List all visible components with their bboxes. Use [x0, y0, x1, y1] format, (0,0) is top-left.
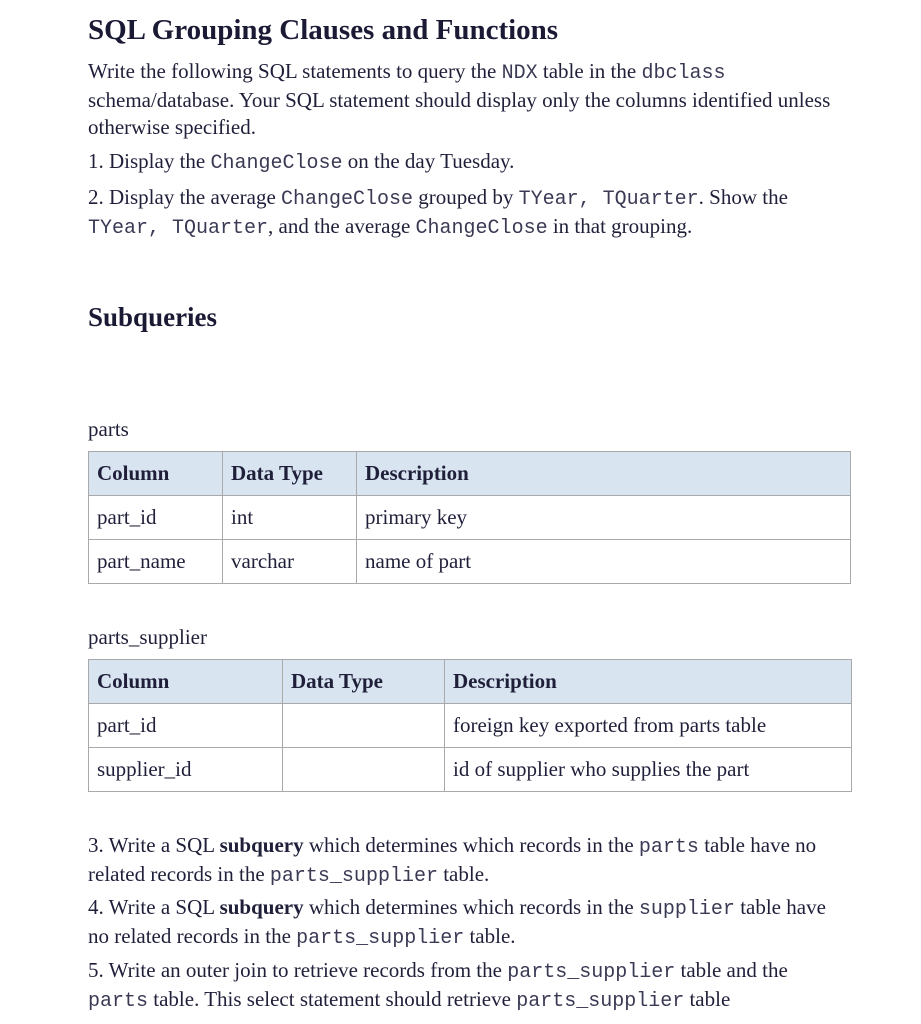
question-text: table and the: [675, 958, 788, 982]
table-header-row: [89, 452, 851, 496]
table-name-code: parts_supplier: [269, 865, 438, 888]
question-text: table have no related records in the: [88, 895, 826, 948]
table-name-code: parts: [88, 990, 149, 1013]
table-row: [89, 540, 851, 584]
table-row: [89, 704, 852, 748]
column-code: ChangeClose: [281, 188, 414, 211]
table-cell: part_name: [89, 540, 223, 584]
emphasis-text: subquery: [219, 833, 304, 857]
table-row: [89, 496, 851, 540]
table-cell: part_id: [89, 496, 223, 540]
table-label-parts-supplier: parts_supplier: [88, 625, 207, 649]
table-cell: int: [223, 496, 357, 540]
table-name-code: parts_supplier: [507, 961, 676, 984]
header-cell: Column: [89, 452, 223, 496]
header-cell: Data Type: [223, 452, 357, 496]
table-row: [89, 748, 852, 792]
table-cell: varchar: [223, 540, 357, 584]
question-text: table.: [464, 924, 516, 948]
parts-schema-table: [88, 451, 851, 584]
table-name-code: parts_supplier: [296, 927, 465, 950]
table-cell: supplier_id: [89, 748, 283, 792]
question-text: table have no related records in the: [88, 833, 817, 886]
schema-name-code: dbclass: [641, 62, 726, 85]
question-text: which determines which records in the: [303, 833, 639, 857]
header-cell: Description: [357, 452, 851, 496]
table-cell: id of supplier who supplies the part: [445, 748, 852, 792]
header-cell: Column: [89, 660, 283, 704]
question-text: on the day Tuesday.: [342, 149, 515, 173]
table-cell: name of part: [357, 540, 851, 584]
question-text: 3. Write a SQL: [88, 833, 220, 857]
question-text: 2. Display the average: [88, 185, 282, 209]
page-title: SQL Grouping Clauses and Functions: [88, 14, 559, 46]
table-cell: [283, 704, 445, 748]
table-label-parts: parts: [88, 417, 129, 441]
intro-text: Write the following SQL statements to query the: [88, 59, 502, 83]
intro-text: table in the: [537, 59, 642, 83]
header-cell: Data Type: [283, 660, 445, 704]
table-cell: part_id: [89, 704, 283, 748]
question-text: in that grouping.: [547, 214, 693, 238]
question-1: [88, 148, 848, 177]
question-text: 4. Write a SQL: [88, 895, 220, 919]
question-text: 5. Write an outer join to retrieve records from the: [88, 958, 508, 982]
question-text: . Show the: [698, 185, 788, 209]
question-3: [88, 832, 848, 890]
parts-supplier-schema-table: [88, 659, 852, 792]
question-2: [88, 184, 848, 242]
question-text: , and the average: [268, 214, 416, 238]
table-name-code: supplier: [638, 898, 735, 921]
header-cell: Description: [445, 660, 852, 704]
column-code: TYear, TQuarter: [88, 217, 269, 240]
question-text: grouped by: [413, 185, 519, 209]
column-code: ChangeClose: [210, 152, 343, 175]
table-cell: [283, 748, 445, 792]
table-cell: primary key: [357, 496, 851, 540]
question-text: which determines which records in the: [303, 895, 639, 919]
intro-text: schema/database. Your SQL statement should display only the columns identified unless otherwise specified.: [88, 88, 831, 139]
question-text: table. This select statement should retrieve: [148, 987, 517, 1011]
table-header-row: [89, 660, 852, 704]
table-name-code: NDX: [501, 62, 538, 85]
column-code: TYear, TQuarter: [518, 188, 699, 211]
intro-paragraph: [88, 58, 848, 141]
question-text: 1. Display the: [88, 149, 211, 173]
question-4: [88, 894, 848, 952]
table-name-code: parts_supplier: [516, 990, 685, 1013]
question-5: [88, 957, 848, 1015]
table-cell: foreign key exported from parts table: [445, 704, 852, 748]
column-code: ChangeClose: [415, 217, 548, 240]
section-heading-subqueries: Subqueries: [88, 302, 218, 332]
question-text: table.: [437, 862, 490, 886]
table-name-code: parts: [638, 836, 699, 859]
emphasis-text: subquery: [219, 895, 304, 919]
question-text: table: [684, 987, 731, 1011]
